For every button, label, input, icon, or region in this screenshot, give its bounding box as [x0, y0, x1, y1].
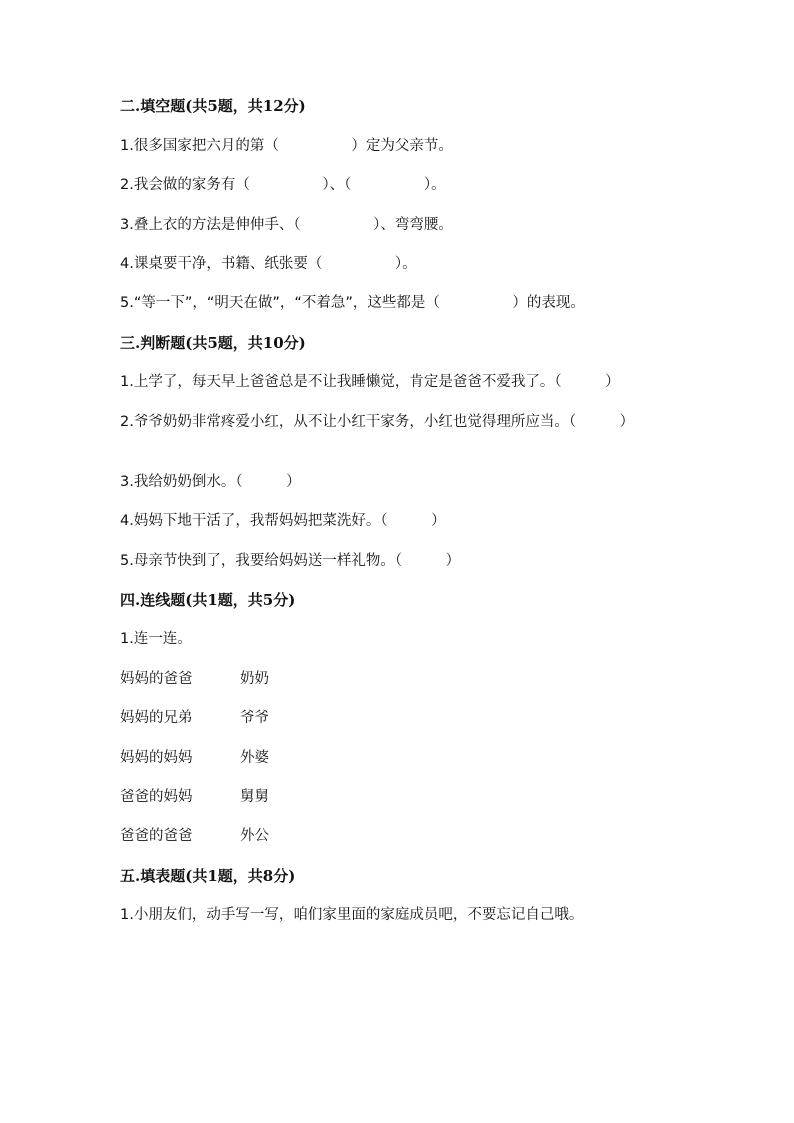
question-judge-2: 2.爷爷奶奶非常疼爱小红，从不让小红干家务，小红也觉得理所应当。（ ）: [120, 414, 635, 430]
question-fill-2: 2.我会做的家务有（ ）、（ ）。: [120, 177, 446, 193]
table-prompt: 1.小朋友们，动手写一写，咱们家里面的家庭成员吧，不要忘记自己哦。: [120, 907, 584, 923]
question-judge-5: 5.母亲节快到了，我要给妈妈送一样礼物。（ ）: [120, 553, 461, 569]
matching-left-item: 爸爸的妈妈: [120, 789, 193, 805]
section-heading-matching: 四.连线题(共1题，共5分): [120, 591, 296, 609]
section-heading-judge: 三.判断题(共5题，共10分): [120, 334, 306, 352]
matching-left-item: 妈妈的妈妈: [120, 750, 193, 766]
matching-left-item: 妈妈的兄弟: [120, 710, 193, 726]
question-fill-3: 3.叠上衣的方法是伸伸手、（ ）、弯弯腰。: [120, 217, 453, 233]
matching-right-item: 外婆: [240, 750, 269, 766]
matching-prompt: 1.连一连。: [120, 631, 192, 647]
question-fill-1: 1.很多国家把六月的第（ ）定为父亲节。: [120, 138, 453, 154]
matching-left-item: 爸爸的爸爸: [120, 828, 193, 844]
matching-right-item: 外公: [240, 828, 269, 844]
question-judge-4: 4.妈妈下地干活了，我帮妈妈把菜洗好。（ ）: [120, 513, 446, 529]
matching-right-item: 奶奶: [240, 671, 269, 687]
section-heading-fill-blank: 二.填空题(共5题，共12分): [120, 97, 306, 115]
question-judge-1: 1.上学了，每天早上爸爸总是不让我睡懒觉，肯定是爸爸不爱我了。（ ）: [120, 374, 620, 390]
section-heading-table: 五.填表题(共1题，共8分): [120, 867, 296, 885]
matching-left-item: 妈妈的爸爸: [120, 671, 193, 687]
question-fill-5: 5.“等一下”，“明天在做”，“不着急”，这些都是（ ）的表现。: [120, 295, 585, 311]
question-fill-4: 4.课桌要干净，书籍、纸张要（ ）。: [120, 256, 417, 272]
question-judge-3: 3.我给奶奶倒水。（ ）: [120, 474, 301, 490]
matching-right-item: 舅舅: [240, 789, 269, 805]
matching-right-item: 爷爷: [240, 710, 269, 726]
